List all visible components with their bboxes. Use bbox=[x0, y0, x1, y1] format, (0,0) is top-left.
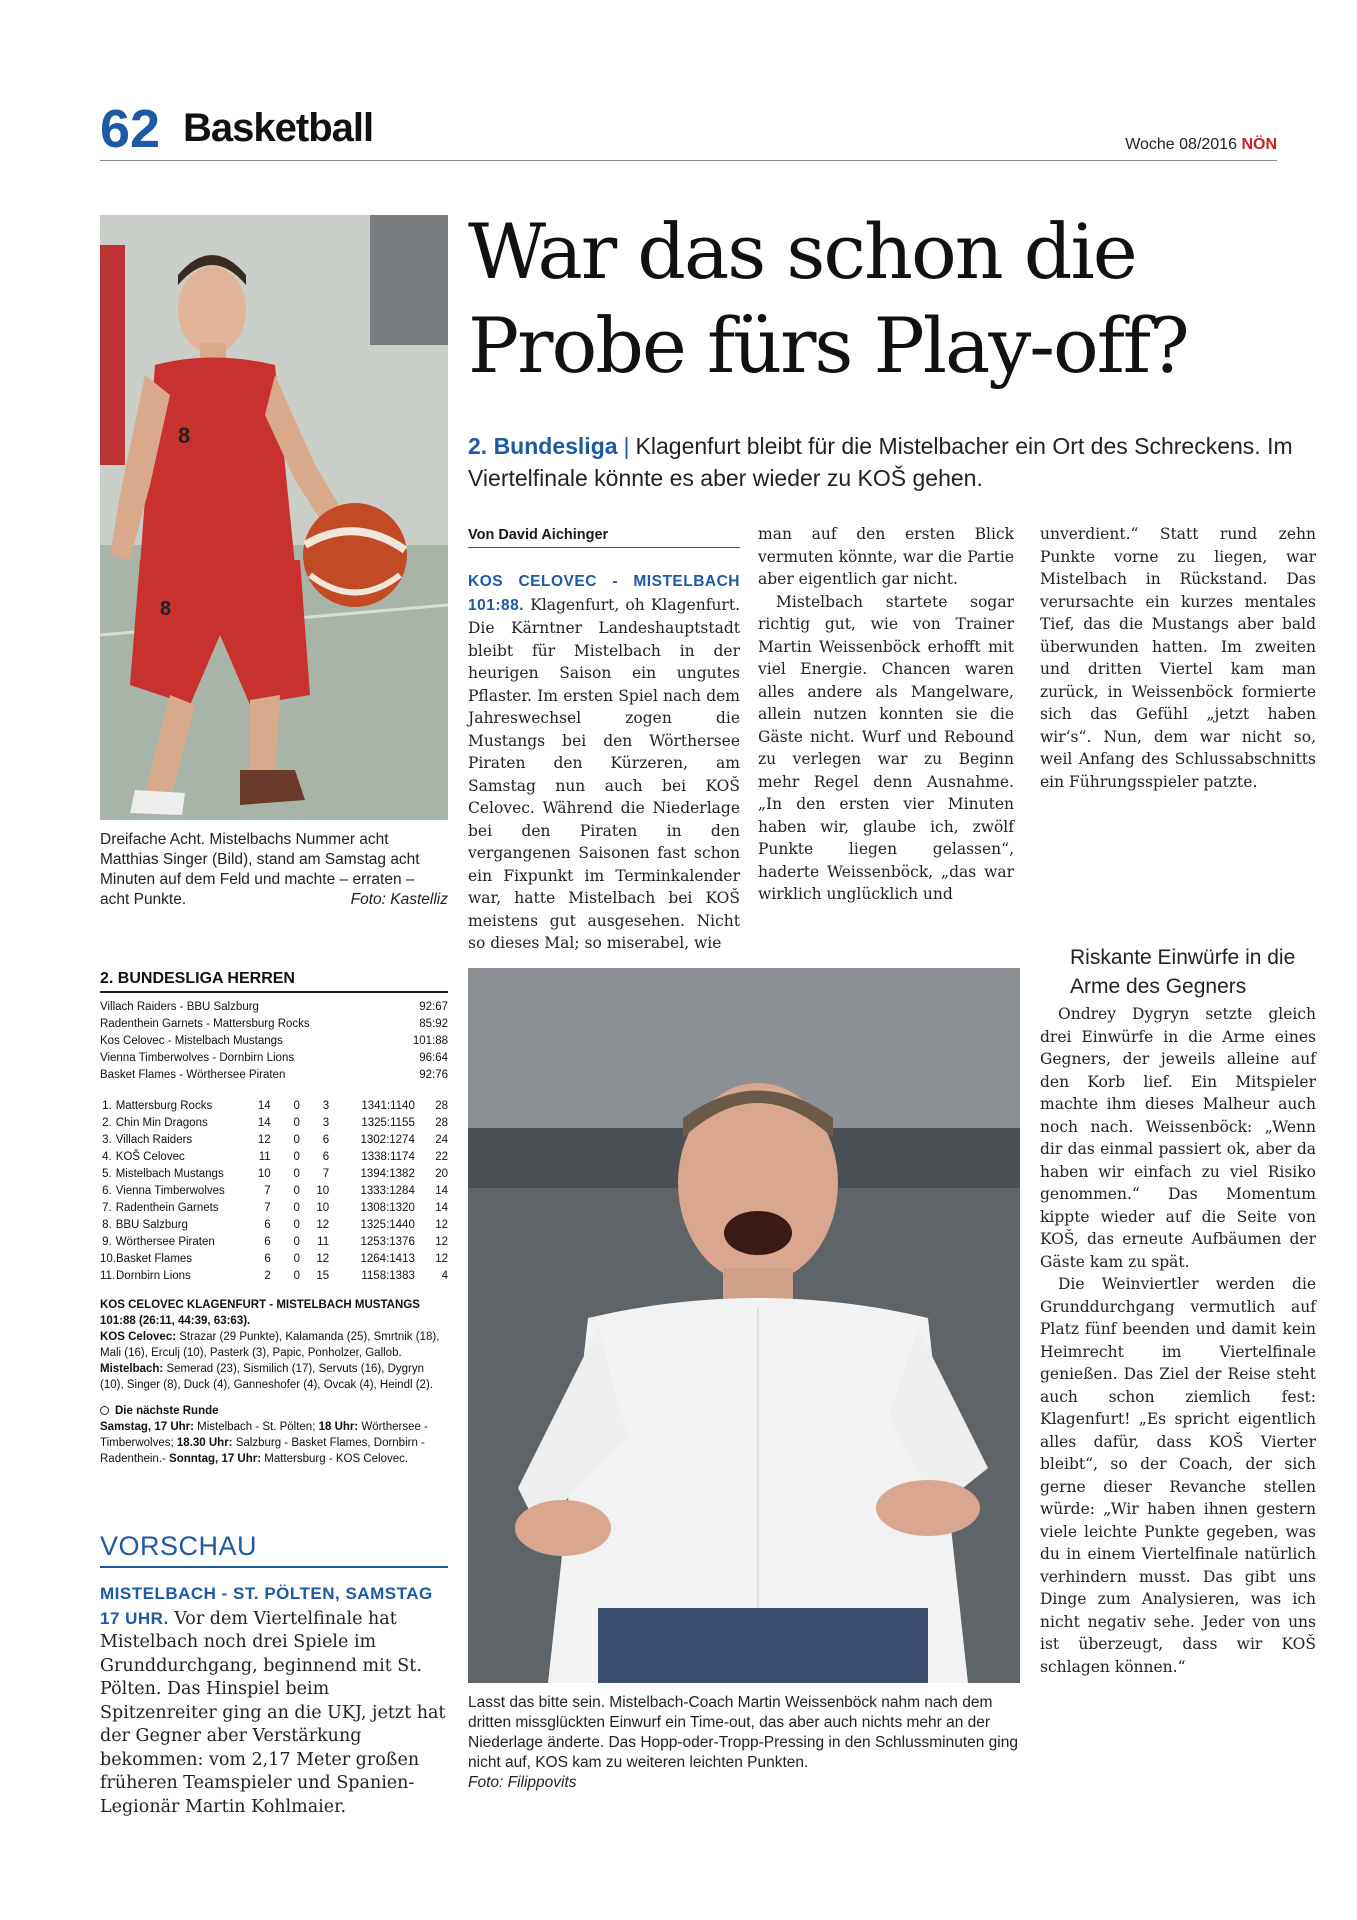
result-row bbox=[100, 1016, 448, 1033]
table-cell-pos: 7. bbox=[102, 1202, 112, 1214]
table-cell-pos: 10. bbox=[100, 1253, 116, 1265]
result-score: 92:76 bbox=[419, 1069, 448, 1081]
table-cell-team: Radenthein Garnets bbox=[115, 1202, 219, 1214]
paragraph-3: Ondrey Dygryn setzte gleich drei Einwürfe in die Arme eines Gegners, der jeweils alleine auf den Korb lief. Ein Mitspieler machte ihm dieses Malheur auch noch nach. Weissenböck: „Wenn dir das einmal passiert ok, aber da haben wir einfach zu viel Risiko genommen.“ Das Momentum kippte wieder auf die Seite von KOŠ, das erneute Aufbäumen der Gäste kam zu spät. bbox=[1040, 1005, 1316, 1271]
result-row bbox=[100, 999, 448, 1016]
table-cell-team: BBU Salzburg bbox=[115, 1219, 188, 1231]
subhead-text: Klagenfurt bleibt für die Mistelbacher ein Ort des Schreckens. Im Viertelfinale könnte es aber wieder zu KOŠ gehen. bbox=[468, 433, 1293, 491]
preview-lead: MISTELBACH - ST. PÖLTEN, SAMSTAG 17 UHR. bbox=[100, 1584, 433, 1628]
table-cell-p: 28 bbox=[435, 1100, 448, 1112]
table-cell-points: 1394:1382 bbox=[360, 1168, 415, 1180]
table-cell-pos: 3. bbox=[102, 1134, 112, 1146]
table-cell-p: 24 bbox=[435, 1134, 448, 1146]
stats-title: 2. BUNDESLIGA HERREN bbox=[100, 970, 448, 993]
next-round-schedule: Samstag, 17 Uhr: Mistelbach - St. Pölten; 18 Uhr: Wörthersee - Timberwolves; 18.30 Uhr: Salzburg - Basket Flames, Dornbirn - Radenthein.- Sonntag, 17 Uhr: Mattersburg - KOS Celovec. bbox=[100, 1421, 428, 1465]
table-cell-l: 11 bbox=[317, 1236, 330, 1248]
table-cell-l: 12 bbox=[316, 1219, 330, 1231]
table-cell-pos: 11. bbox=[100, 1270, 116, 1282]
next-round-title: Die nächste Runde bbox=[100, 1403, 448, 1419]
paragraph bbox=[468, 570, 740, 955]
kos-label: KOS Celovec: bbox=[100, 1331, 177, 1343]
edition-label bbox=[1125, 136, 1277, 154]
table-row bbox=[100, 1183, 448, 1200]
byline: Von David Aichinger bbox=[468, 527, 740, 548]
headline-line-2: Probe fürs Play-off? bbox=[468, 301, 1188, 390]
table-cell-points: 1253:1376 bbox=[360, 1236, 415, 1248]
table-cell-p: 28 bbox=[435, 1117, 448, 1129]
table-cell-w: 14 bbox=[257, 1117, 271, 1129]
table-cell-w: 7 bbox=[264, 1202, 271, 1214]
table-cell-d: 0 bbox=[293, 1168, 300, 1180]
coach-photo bbox=[468, 968, 1020, 1683]
table-cell-points: 1308:1320 bbox=[360, 1202, 415, 1214]
kos-lineup: Strazar (29 Punkte), Kalamanda (25), Smrtnik (18), Mali (16), Erculj (10), Pasterk (3), Papic, Ponholzer, Gallob. bbox=[100, 1331, 440, 1359]
kicker-separator: | bbox=[623, 433, 630, 459]
table-cell-l: 10 bbox=[316, 1202, 330, 1214]
result-row bbox=[100, 1033, 448, 1050]
table-cell-points: 1264:1413 bbox=[360, 1253, 415, 1265]
results-list bbox=[100, 999, 448, 1084]
table-cell-l: 6 bbox=[322, 1151, 330, 1163]
table-cell-d: 0 bbox=[293, 1219, 300, 1231]
table-cell-w: 6 bbox=[264, 1219, 271, 1231]
table-cell-l: 10 bbox=[316, 1185, 330, 1197]
table-cell-team: Dornbirn Lions bbox=[116, 1270, 191, 1282]
table-cell-l: 3 bbox=[322, 1100, 330, 1112]
table-cell-p: 22 bbox=[435, 1151, 448, 1163]
header-divider bbox=[100, 160, 1277, 161]
article-column-2 bbox=[758, 523, 1014, 906]
table-cell-d: 0 bbox=[293, 1270, 300, 1282]
table-cell-w: 6 bbox=[264, 1253, 271, 1265]
brand-logo: NÖN bbox=[1241, 136, 1277, 153]
table-cell-points: 1325:1155 bbox=[361, 1117, 415, 1129]
table-cell-team: Vienna Timberwolves bbox=[115, 1185, 225, 1197]
lead-in: KOS CELOVEC - MISTELBACH 101:88. bbox=[468, 573, 740, 614]
table-cell-pos: 8. bbox=[102, 1219, 112, 1231]
table-cell-pos: 6. bbox=[102, 1185, 112, 1197]
kicker: 2. Bundesliga bbox=[468, 433, 618, 459]
table-row bbox=[100, 1268, 448, 1285]
table-cell-team: Chin Min Dragons bbox=[115, 1117, 208, 1129]
table-cell-team: KOŠ Celovec bbox=[115, 1151, 185, 1163]
table-cell-p: 12 bbox=[435, 1236, 448, 1248]
table-cell-p: 12 bbox=[435, 1253, 448, 1265]
table-cell-d: 0 bbox=[293, 1117, 300, 1129]
result-match: Kos Celovec - Mistelbach Mustangs bbox=[100, 1035, 283, 1047]
next-round bbox=[100, 1403, 448, 1467]
table-cell-p: 14 bbox=[435, 1185, 448, 1197]
table-cell-team: Villach Raiders bbox=[115, 1134, 193, 1146]
table-cell-d: 0 bbox=[293, 1100, 300, 1112]
table-cell-points: 1325:1440 bbox=[360, 1219, 415, 1231]
result-match: Villach Raiders - BBU Salzburg bbox=[100, 1001, 259, 1013]
table-cell-w: 14 bbox=[257, 1100, 271, 1112]
caption-text: Dreifache Acht. Mistelbachs Nummer acht Matthias Singer (Bild), stand am Samstag acht Minuten auf dem Feld und machte – erraten – acht Punkte. bbox=[100, 831, 420, 908]
result-score: 96:64 bbox=[419, 1052, 448, 1064]
table-row bbox=[100, 1217, 448, 1234]
match-title: KOS CELOVEC KLAGENFURT - MISTELBACH MUSTANGS 101:88 (26:11, 44:39, 63:63). bbox=[100, 1299, 420, 1327]
table-cell-team: Mistelbach Mustangs bbox=[115, 1168, 224, 1180]
section-title: Basketball bbox=[183, 106, 374, 150]
svg-text:8: 8 bbox=[178, 423, 191, 448]
table-cell-points: 1341:1140 bbox=[361, 1100, 415, 1112]
table-cell-w: 6 bbox=[264, 1236, 271, 1248]
article-column-3 bbox=[1040, 523, 1316, 928]
table-row bbox=[100, 1149, 448, 1166]
table-cell-d: 0 bbox=[293, 1185, 300, 1197]
article-column-4 bbox=[1040, 1003, 1316, 1678]
table-cell-p: 12 bbox=[435, 1219, 448, 1231]
result-row bbox=[100, 1050, 448, 1067]
circle-icon bbox=[100, 1406, 109, 1415]
result-score: 101:88 bbox=[412, 1035, 448, 1047]
result-row bbox=[100, 1067, 448, 1084]
table-cell-d: 0 bbox=[293, 1253, 300, 1265]
player-photo-caption bbox=[100, 830, 448, 910]
table-cell-w: 2 bbox=[264, 1270, 271, 1282]
table-cell-l: 15 bbox=[316, 1270, 330, 1282]
match-report bbox=[100, 1297, 448, 1393]
table-cell-points: 1338:1174 bbox=[361, 1151, 415, 1163]
result-match: Vienna Timberwolves - Dornbirn Lions bbox=[100, 1052, 295, 1064]
table-cell-team: Wörthersee Piraten bbox=[115, 1236, 215, 1248]
table-cell-pos: 5. bbox=[102, 1168, 112, 1180]
table-row bbox=[100, 1098, 448, 1115]
caption-text: Lasst das bitte sein. Mistelbach-Coach Martin Weissenböck nahm nach dem dritten missglückten Einwurf ein Time-out, das aber auch nichts mehr an der Niederlage änderte. Das Hopp-oder-Tropp-Pressing in den Schlussminuten ging nicht auf, KOS kam zu weiteren leichten Punkten. bbox=[468, 1694, 1018, 1771]
table-row bbox=[100, 1132, 448, 1149]
photo-credit: Foto: Kastelliz bbox=[350, 891, 448, 908]
coach-photo-caption bbox=[468, 1693, 1020, 1793]
headline-line-1: War das schon die bbox=[468, 207, 1136, 296]
result-match: Radenthein Garnets - Mattersburg Rocks bbox=[100, 1018, 310, 1030]
table-cell-team: Basket Flames bbox=[116, 1253, 193, 1265]
table-cell-w: 11 bbox=[258, 1151, 271, 1163]
table-cell-d: 0 bbox=[293, 1151, 300, 1163]
result-match: Basket Flames - Wörthersee Piraten bbox=[100, 1069, 286, 1081]
table-cell-l: 12 bbox=[316, 1253, 330, 1265]
table-cell-p: 14 bbox=[435, 1202, 448, 1214]
mistelbach-label: Mistelbach: bbox=[100, 1363, 164, 1375]
edition-date: Woche 08/2016 bbox=[1125, 136, 1237, 153]
table-row bbox=[100, 1166, 448, 1183]
table-cell-w: 10 bbox=[257, 1168, 271, 1180]
table-cell-p: 20 bbox=[435, 1168, 448, 1180]
table-cell-pos: 1. bbox=[102, 1100, 112, 1112]
table-cell-p: 4 bbox=[441, 1270, 448, 1282]
table-cell-l: 6 bbox=[322, 1134, 330, 1146]
mistelbach-lineup: Semerad (23), Sismilich (17), Servuts (16), Dygryn (10), Singer (8), Duck (4), Ganneshofer (4), Ovcak (4), Heindl (2). bbox=[100, 1363, 433, 1391]
page-number: 62 bbox=[100, 99, 161, 159]
article-headline bbox=[468, 205, 1298, 393]
subheading: Riskante Einwürfe in die Arme des Gegners bbox=[1070, 946, 1296, 998]
table-row bbox=[100, 1251, 448, 1268]
result-score: 92:67 bbox=[419, 1001, 448, 1013]
table-cell-pos: 4. bbox=[102, 1151, 112, 1163]
table-cell-team: Mattersburg Rocks bbox=[115, 1100, 213, 1112]
preview-text bbox=[100, 1582, 448, 1819]
table-cell-d: 0 bbox=[293, 1202, 300, 1214]
table-cell-points: 1158:1383 bbox=[361, 1270, 415, 1282]
paragraph-1-text: Klagenfurt, oh Klagenfurt. Die Kärntner Landeshauptstadt bleibt für Mistelbach in der heurigen Saison ein ungutes Pflaster. Im ersten Spiel nach dem Jahreswechsel zogen die Mustangs bei den Wörthersee Piraten den Kürzeren, am Samstag nun auch bei KOŠ Celovec. Während die Niederlage bei den Piraten in den vergangenen Saisonen fast schon ein Fixpunkt im Terminkalender war, hatte Mistelbach bei KOŠ meistens gut ausgesehen. Nicht so dieses Mal; so miserabel, wie bbox=[468, 595, 740, 952]
table-row bbox=[100, 1115, 448, 1132]
player-photo bbox=[100, 215, 448, 820]
paragraph-2-continued: unverdient.“ Statt rund zehn Punkte vorne zu liegen, war Mistelbach in Rückstand. Das verursachte ein kurzes mentales Tief, das die Mustangs aber bald überwunden hatten. Im zweiten und dritten Viertel kam man zurück, in Weissenböck formierte sich das Gefühl „jetzt haben wir‘s“. Nun, dem war nicht so, weil Anfang des Schlussabschnitts ein Führungsspieler patzte. bbox=[1040, 525, 1316, 791]
table-cell-d: 0 bbox=[293, 1236, 300, 1248]
table-cell-w: 7 bbox=[264, 1185, 271, 1197]
svg-text:8: 8 bbox=[160, 598, 172, 620]
preview-title: VORSCHAU bbox=[100, 1531, 448, 1568]
paragraph-2: Mistelbach startete sogar richtig gut, wie von Trainer Martin Weissenböck erhofft mit viel Energie. Chancen waren alles andere als Mangelware, allein nutzen konnten sie die Gäste nicht. Wurf und Rebound zu verlegen war zu Beginn mehr Regel denn Ausnahme. „In den ersten vier Minuten haben wir, glaube ich, zwölf Punkte liegen gelassen“, haderte Weissenböck, „das war wirklich unglücklich und bbox=[758, 592, 1014, 903]
article-column-1 bbox=[468, 570, 740, 955]
paragraph-1-continued: man auf den ersten Blick vermuten könnte, war die Partie aber eigentlich gar nicht. bbox=[758, 525, 1014, 588]
league-table bbox=[100, 1098, 448, 1285]
table-row bbox=[100, 1234, 448, 1251]
table-cell-points: 1333:1284 bbox=[360, 1185, 415, 1197]
table-cell-points: 1302:1274 bbox=[360, 1134, 415, 1146]
photo-credit: Foto: Filippovits bbox=[468, 1774, 577, 1791]
preview-body: Vor dem Viertelfinale hat Mistelbach noch drei Spiele im Grunddurchgang, beginnend mit St. Pölten. Das Hinspiel beim Spitzenreiter ging an die UKJ, jetzt hat der Gegner aber Verstärkung bekommen: vom 2,17 Meter großen früheren Teamspieler und Spanien-Legionär Martin Kohlmaier. bbox=[100, 1608, 446, 1817]
table-cell-pos: 2. bbox=[102, 1117, 112, 1129]
table-cell-w: 12 bbox=[257, 1134, 271, 1146]
table-cell-l: 7 bbox=[322, 1168, 330, 1180]
result-score: 85:92 bbox=[419, 1018, 448, 1030]
table-cell-d: 0 bbox=[293, 1134, 300, 1146]
paragraph-4: Die Weinviertler werden die Grunddurchgang vermutlich auf Platz fünf beenden und damit kein Heimrecht im Viertelfinale genießen. Das Ziel der Reise steht auch schon ziemlich fest: Klagenfurt! „Es spricht eigentlich alles dafür, dass KOŠ Vierter bleibt“, so der Coach, der sich gerne dieser Revanche stellen würde: „Wir haben ihnen gestern viele leichte Punkte gegeben, was du in einem Viertelfinale natürlich verhindern musst. Das gibt uns Dinge zum Analysieren, was ich nicht negativ sehe. Jeder von uns ist überzeugt, dass wir KOŠ schlagen können.“ bbox=[1040, 1275, 1316, 1676]
table-cell-pos: 9. bbox=[102, 1236, 112, 1248]
table-row bbox=[100, 1200, 448, 1217]
table-cell-l: 3 bbox=[322, 1117, 330, 1129]
league-stats-box bbox=[100, 970, 448, 1467]
article-subhead bbox=[468, 430, 1318, 494]
